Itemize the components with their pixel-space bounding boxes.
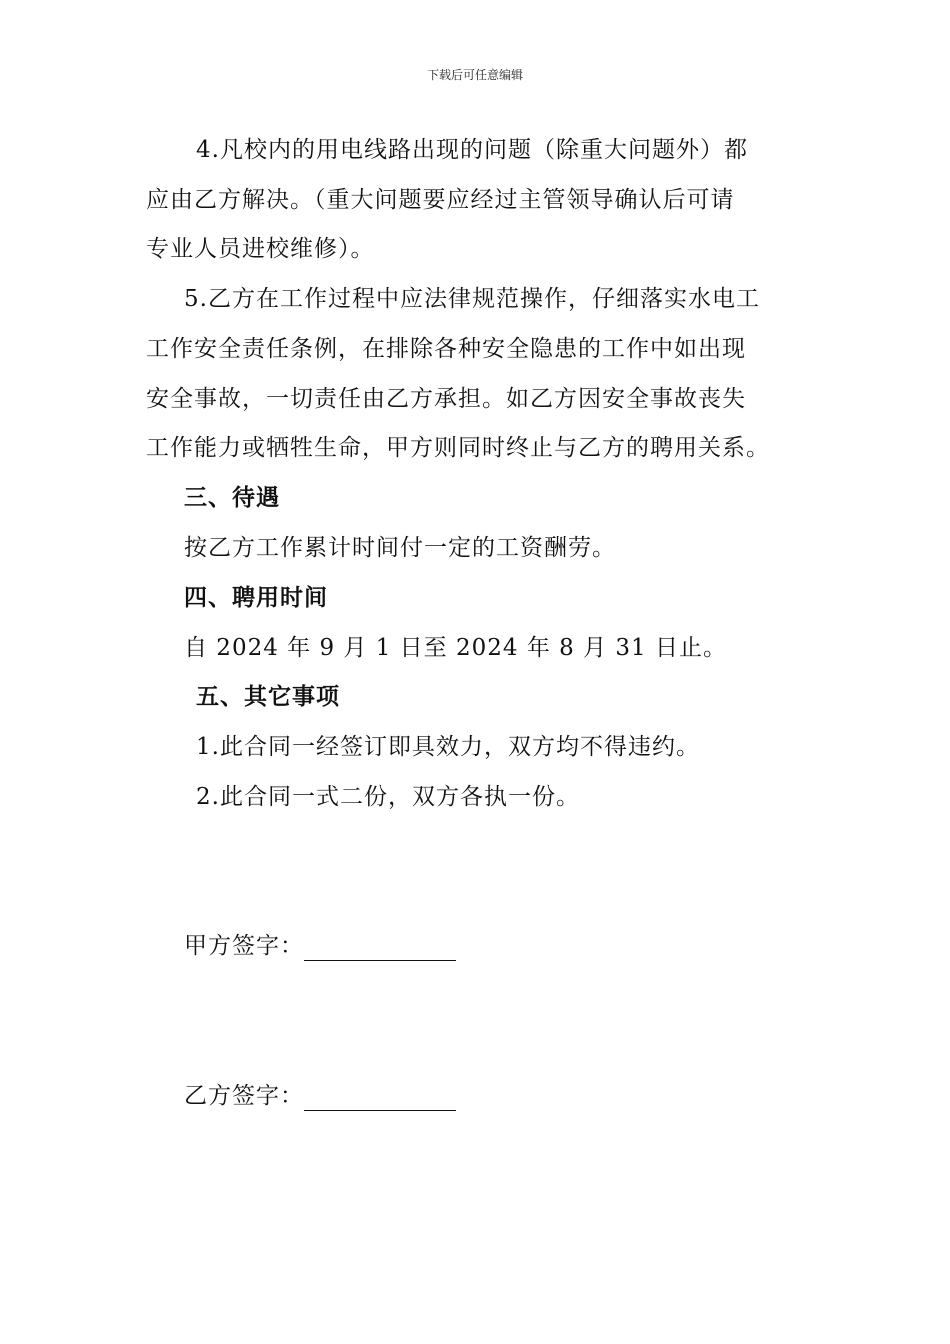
clause-4-line-2: 应由乙方解决。（重大问题要应经过主管领导确认后可请 — [146, 187, 735, 213]
clause-5-line-3: 安全事故，一切责任由乙方承担。如乙方因安全事故丧失 — [146, 386, 746, 412]
section-5-item-1: 1.此合同一经签订即具效力，双方均不得违约。 — [196, 734, 700, 760]
section-4-body: 自 2024 年 9 月 1 日至 2024 年 8 月 31 日止。 — [184, 635, 727, 661]
section-4-title: 四、聘用时间 — [184, 585, 328, 611]
party-a-signature-label: 甲方签字： — [184, 933, 304, 959]
party-b-signature-label: 乙方签字： — [184, 1083, 304, 1109]
party-a-signature — [184, 931, 456, 961]
party-b-signature — [184, 1081, 456, 1111]
party-a-signature-line[interactable] — [304, 936, 456, 961]
clause-4-line-3: 专业人员进校维修）。 — [146, 236, 375, 262]
section-5-title: 五、其它事项 — [196, 684, 340, 710]
section-3-title: 三、待遇 — [184, 485, 280, 511]
clause-5-line-1: 5.乙方在工作过程中应法律规范操作，仔细落实水电工 — [184, 286, 760, 312]
clause-5-line-2: 工作安全责任条例，在排除各种安全隐患的工作中如出现 — [146, 336, 746, 362]
section-5-item-2: 2.此合同一式二份，双方各执一份。 — [196, 784, 580, 810]
party-b-signature-line[interactable] — [304, 1086, 456, 1111]
section-3-body: 按乙方工作累计时间付一定的工资酬劳。 — [184, 535, 616, 561]
clause-5-line-4: 工作能力或牺牲生命，甲方则同时终止与乙方的聘用关系。 — [146, 435, 770, 461]
header-note: 下载后可任意编辑 — [426, 68, 523, 82]
clause-4-line-1: 4.凡校内的用电线路出现的问题（除重大问题外）都 — [196, 137, 748, 163]
